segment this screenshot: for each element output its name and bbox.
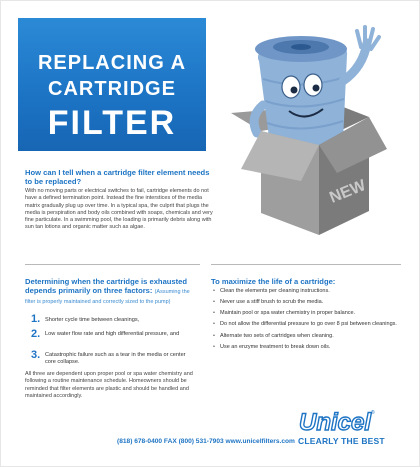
box-label: NEW: [327, 177, 369, 207]
factor-text-2: Low water flow rate and high differential pressure, and: [45, 331, 180, 337]
list-item: • Alternate two sets of cartridges when cleaning.: [211, 333, 401, 340]
title-line-1: REPLACING A: [37, 52, 187, 74]
factor-text-3: Catastrophic failure such as a tear in the media or center core collapse.: [45, 352, 186, 366]
determining-body: All three are dependent upon proper pool or spa water chemistry and following a routine maintenance schedule. Homeowners should be reminded that filter elements are plastic and should be handled and maintained accordingly.: [25, 371, 193, 399]
svg-text:®: ®: [371, 410, 375, 416]
factor-text-1: Shorter cycle time between cleanings,: [45, 317, 140, 323]
maximize-heading: To maximize the life of a cartridge:: [211, 277, 336, 286]
unicel-logo: [299, 406, 379, 436]
cartridge-mascot-illustration: [201, 21, 401, 246]
maximize-list: [211, 288, 401, 355]
list-item: • Do not allow the differential pressure to go over 8 psi between cleanings.: [211, 321, 401, 328]
list-item: • Use an enzyme treatment to break down oils.: [211, 344, 401, 351]
title-banner: [18, 18, 206, 151]
determining-heading: [25, 277, 200, 305]
list-item: • Never use a stiff brush to scrub the media.: [211, 299, 401, 306]
determining-title: Determining when the cartridge is exhausted depends primarily on three factors:: [25, 277, 188, 296]
factor-number-2: 2.: [31, 328, 41, 340]
list-item: • Maintain pool or spa water chemistry in proper balance.: [211, 310, 401, 317]
title-line-3: FILTER: [47, 104, 177, 142]
brand-tagline: CLEARLY THE BEST: [298, 436, 385, 446]
determining-note: (Assuming the filter is properly maintained and correctly sized to the pump): [25, 289, 190, 305]
svg-text:Unicel: Unicel: [299, 409, 372, 436]
factor-number-3: 3.: [31, 349, 41, 361]
divider-right: [211, 264, 401, 265]
question-heading: How can I tell when a cartridge filter element needs to be replaced?: [25, 168, 210, 187]
divider-left: [25, 264, 200, 265]
contact-line: (818) 678-0400 FAX (800) 531-7903 www.unicelfilters.com: [117, 438, 295, 445]
question-body: With no moving parts or electrical switches to fail, cartridge elements do not have a defined termination point. Instead the fine interstices of the media matrix gradually plug up over time. In a typical spa, the culprit that plugs the media is perspiration and body oils combined with soaps, chemicals and very fine particulate. In a swimming pool, the loading is primarily debris along with sun tan lotions and organic matter such as algae.: [25, 188, 213, 231]
title-line-2: CARTRIDGE: [48, 78, 176, 100]
factor-number-1: 1.: [31, 313, 41, 325]
list-item: • Clean the elements per cleaning instructions.: [211, 288, 401, 295]
